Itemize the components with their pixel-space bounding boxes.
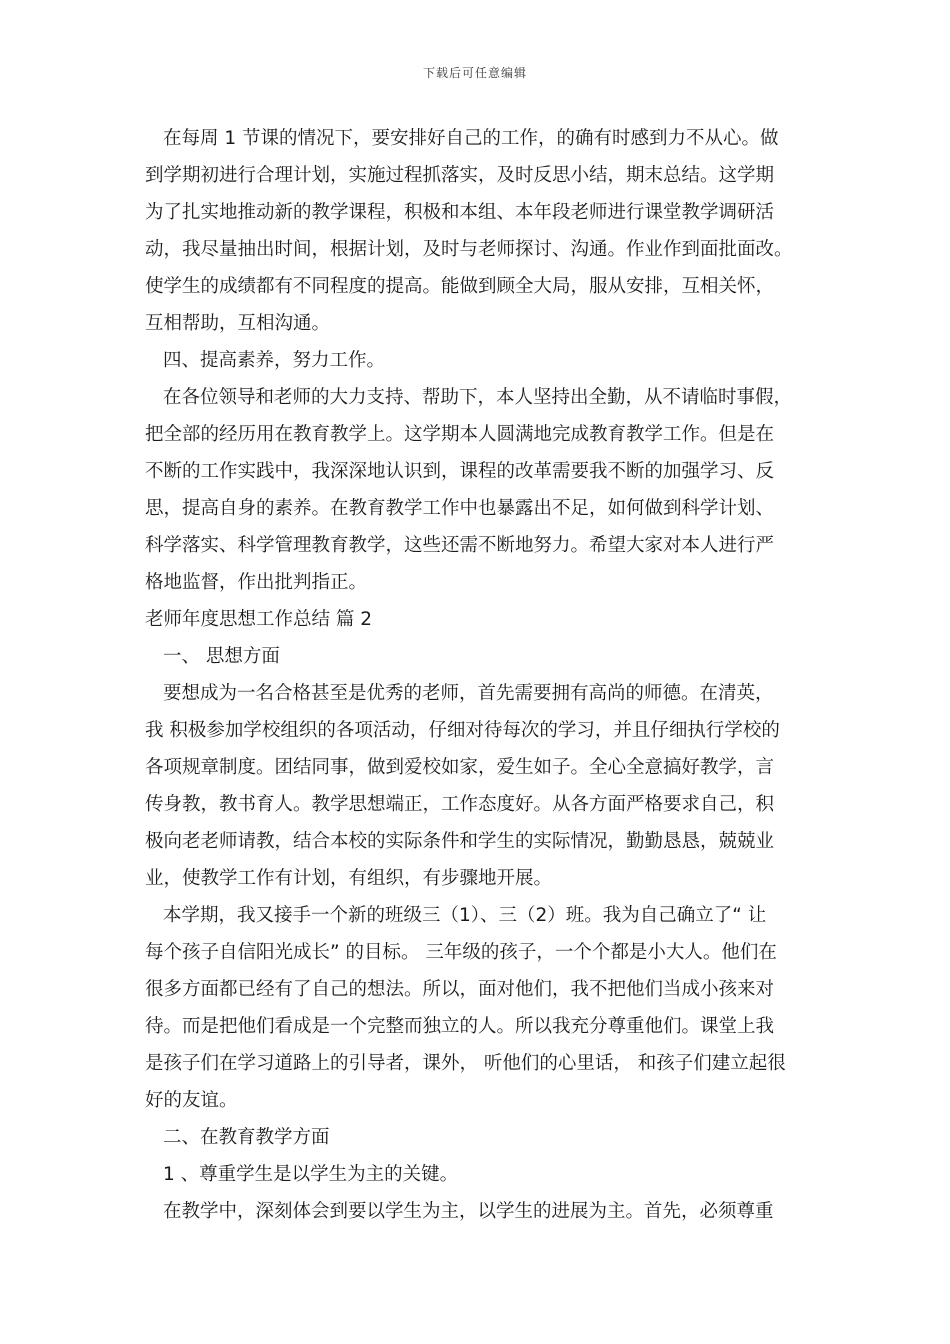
text-line: 本学期，我又接手一个新的班级三（1）、三（2）班。我为自己确立了“ 让 — [163, 905, 767, 926]
text-line: 各项规章制度。团结同事，做到爱校如家，爱生如子。全心全意搞好教学，言 — [145, 757, 775, 778]
text-line: 每个孩子自信阳光成长” 的目标。 三年级的孩子，一个个都是小大人。他们在 — [145, 942, 777, 963]
page-header-note: 下载后可任意编辑 — [422, 66, 527, 80]
text-line: 把全部的经历用在教育教学上。这学期本人圆满地完成教育教学工作。但是在 — [145, 424, 775, 445]
text-line: 要想成为一名合格甚至是优秀的老师，首先需要拥有高尚的师德。在清英， — [163, 683, 774, 704]
text-line: 好的友谊。 — [145, 1090, 238, 1111]
text-line: 四、提高素养，努力工作。 — [163, 350, 386, 371]
text-line: 我 积极参加学校组织的各项活动，仔细对待每次的学习，并且仔细执行学校的 — [145, 720, 780, 741]
text-line: 互相帮助，互相沟通。 — [145, 313, 331, 334]
text-line: 二、在教育教学方面 — [163, 1127, 330, 1148]
text-line: 不断的工作实践中，我深深地认识到，课程的改革需要我不断的加强学习、反 — [145, 461, 775, 482]
text-line: 在每周 1 节课的情况下，要安排好自己的工作，的确有时感到力不从心。做 — [163, 128, 779, 149]
text-line: 格地监督，作出批判指正。 — [145, 572, 368, 593]
text-line: 科学落实、科学管理教育教学，这些还需不断地努力。希望大家对本人进行严 — [145, 535, 775, 556]
text-line: 使学生的成绩都有不同程度的提高。能做到顾全大局，服从安排，互相关怀， — [145, 276, 775, 297]
text-line: 是孩子们在学习道路上的引导者，课外， 听他们的心里话， 和孩子们建立起很 — [145, 1053, 786, 1074]
text-line: 在教学中，深刻体会到要以学生为主，以学生的进展为主。首先，必须尊重 — [163, 1201, 774, 1222]
text-line: 很多方面都已经有了自己的想法。所以，面对他们，我不把他们当成小孩来对 — [145, 979, 775, 1000]
text-line: 1 、尊重学生是以学生为主的关键。 — [163, 1164, 459, 1185]
text-line: 极向老老师请教，结合本校的实际条件和学生的实际情况，勤勤恳恳，兢兢业 — [145, 831, 775, 852]
text-line: 待。而是把他们看成是一个完整而独立的人。所以我充分尊重他们。课堂上我 — [145, 1016, 775, 1037]
text-line: 为了扎实地推动新的教学课程，积极和本组、本年段老师进行课堂教学调研活 — [145, 202, 775, 223]
text-line: 到学期初进行合理计划，实施过程抓落实，及时反思小结，期末总结。这学期 — [145, 165, 775, 186]
text-line: 在各位领导和老师的大力支持、帮助下，本人坚持出全勤，从不请临时事假， — [163, 387, 793, 408]
text-line: 传身教，教书育人。教学思想端正，工作态度好。从各方面严格要求自己，积 — [145, 794, 775, 815]
text-line: 业，使教学工作有计划，有组织，有步骤地开展。 — [145, 868, 553, 889]
text-line: 思，提高自身的素养。在教育教学工作中也暴露出不足，如何做到科学计划、 — [145, 498, 775, 519]
text-line: 老师年度思想工作总结 篇 2 — [145, 609, 373, 630]
document-body — [145, 120, 825, 1230]
text-line: 动，我尽量抽出时间，根据计划，及时与老师探讨、沟通。作业作到面批面改。 — [145, 239, 793, 260]
text-line: 一、 思想方面 — [163, 646, 280, 667]
